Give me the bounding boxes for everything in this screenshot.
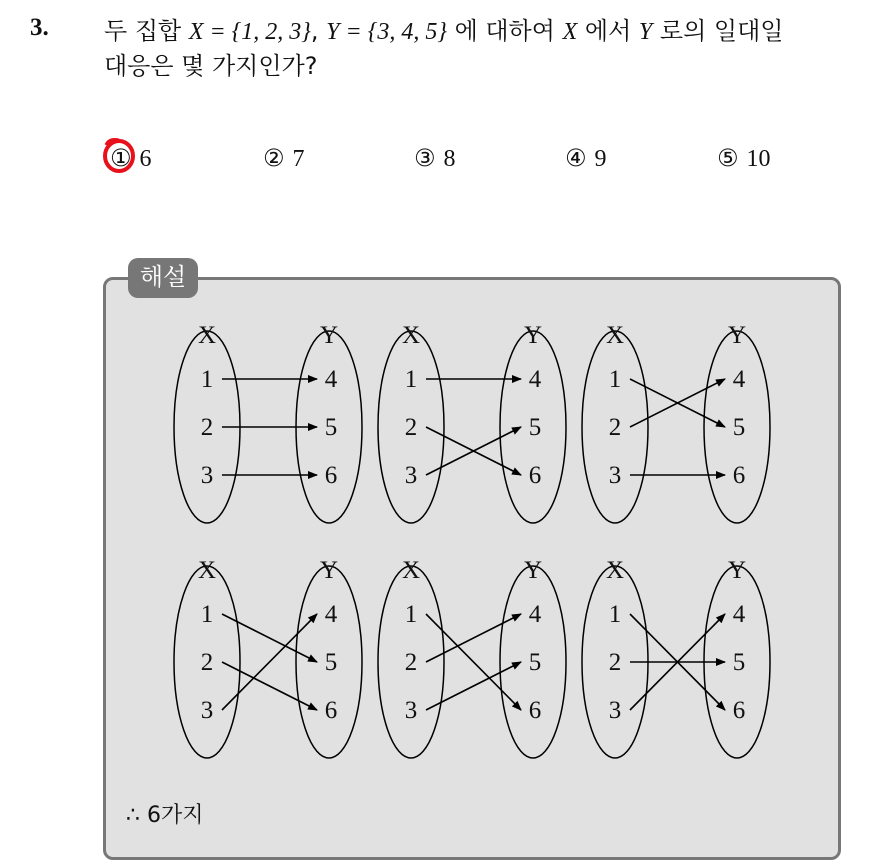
choice-marker: ⑤ — [717, 144, 739, 172]
domain-label: X — [401, 322, 421, 349]
codomain-element: 6 — [732, 462, 746, 489]
codomain-element: 4 — [528, 366, 542, 393]
codomain-element: 5 — [324, 649, 338, 676]
mapping-diagram — [174, 557, 362, 758]
codomain-label: Y — [319, 322, 339, 349]
codomain-label: Y — [727, 557, 747, 584]
domain-element: 1 — [608, 601, 622, 628]
mapping-diagram — [582, 557, 770, 758]
domain-element: 1 — [608, 366, 622, 393]
domain-element: 3 — [404, 697, 418, 724]
mapping-arrow — [426, 614, 521, 710]
choice-marker: ① — [110, 144, 132, 172]
domain-element: 1 — [404, 366, 418, 393]
codomain-element: 5 — [732, 649, 746, 676]
codomain-element: 5 — [324, 414, 338, 441]
solution-tab: 해설 — [128, 258, 198, 298]
mapping-arrow — [222, 614, 317, 662]
codomain-element: 4 — [732, 601, 746, 628]
codomain-element: 4 — [528, 601, 542, 628]
codomain-element: 6 — [324, 697, 338, 724]
set-x: X = {1, 2, 3} — [188, 19, 311, 45]
domain-element: 3 — [200, 697, 214, 724]
domain-element: 2 — [404, 649, 418, 676]
question-suffix: 로의 일대일 — [659, 17, 784, 45]
domain-element: 3 — [404, 462, 418, 489]
domain-element: 2 — [608, 414, 622, 441]
domain-element: 2 — [200, 649, 214, 676]
mapping-diagram — [378, 557, 566, 758]
question-mid2: 에서 — [584, 17, 632, 45]
question-prefix: 두 집합 — [104, 17, 182, 45]
domain-element: 1 — [200, 366, 214, 393]
choice-value: 7 — [292, 146, 305, 172]
choice-value: 10 — [746, 146, 771, 172]
domain-label: X — [605, 557, 625, 584]
choice-value: 8 — [443, 146, 456, 172]
domain-label: X — [197, 557, 217, 584]
domain-element: 1 — [200, 601, 214, 628]
mapping-diagram — [582, 322, 770, 523]
question-mid: 에 대하여 — [454, 17, 555, 45]
question-line2: 대응은 몇 가지인가? — [104, 52, 318, 80]
codomain-label: Y — [523, 557, 543, 584]
domain-element: 3 — [200, 462, 214, 489]
choice-marker: ④ — [565, 144, 587, 172]
mapping-arrow — [222, 614, 317, 710]
domain-label: X — [605, 322, 625, 349]
choice-marker: ② — [263, 144, 285, 172]
set-y: Y = {3, 4, 5} — [326, 19, 447, 45]
codomain-element: 6 — [732, 697, 746, 724]
codomain-label: Y — [727, 322, 747, 349]
codomain-element: 4 — [732, 366, 746, 393]
codomain-element: 5 — [732, 414, 746, 441]
question-number: 3. — [30, 14, 49, 41]
codomain-element: 4 — [324, 366, 338, 393]
domain-element: 3 — [608, 697, 622, 724]
mapping-arrow — [426, 662, 521, 710]
codomain-element: 4 — [324, 601, 338, 628]
choice-value: 9 — [594, 146, 607, 172]
codomain-label: Y — [319, 557, 339, 584]
domain-element: 2 — [404, 414, 418, 441]
choice-value: 6 — [139, 146, 152, 172]
codomain-element: 6 — [528, 462, 542, 489]
domain-label: X — [197, 322, 217, 349]
domain-element: 2 — [608, 649, 622, 676]
choice-marker: ③ — [414, 144, 436, 172]
answer-text: ∴ 6가지 — [126, 803, 204, 828]
codomain-element: 5 — [528, 649, 542, 676]
codomain-element: 6 — [528, 697, 542, 724]
codomain-label: Y — [523, 322, 543, 349]
x-var: X — [562, 19, 578, 45]
domain-element: 3 — [608, 462, 622, 489]
mapping-diagram — [174, 322, 362, 523]
mapping-diagram — [378, 322, 566, 523]
domain-element: 1 — [404, 601, 418, 628]
codomain-element: 6 — [324, 462, 338, 489]
domain-element: 2 — [200, 414, 214, 441]
question-sep: , — [310, 17, 319, 45]
y-var: Y — [638, 19, 653, 45]
codomain-element: 5 — [528, 414, 542, 441]
domain-label: X — [401, 557, 421, 584]
